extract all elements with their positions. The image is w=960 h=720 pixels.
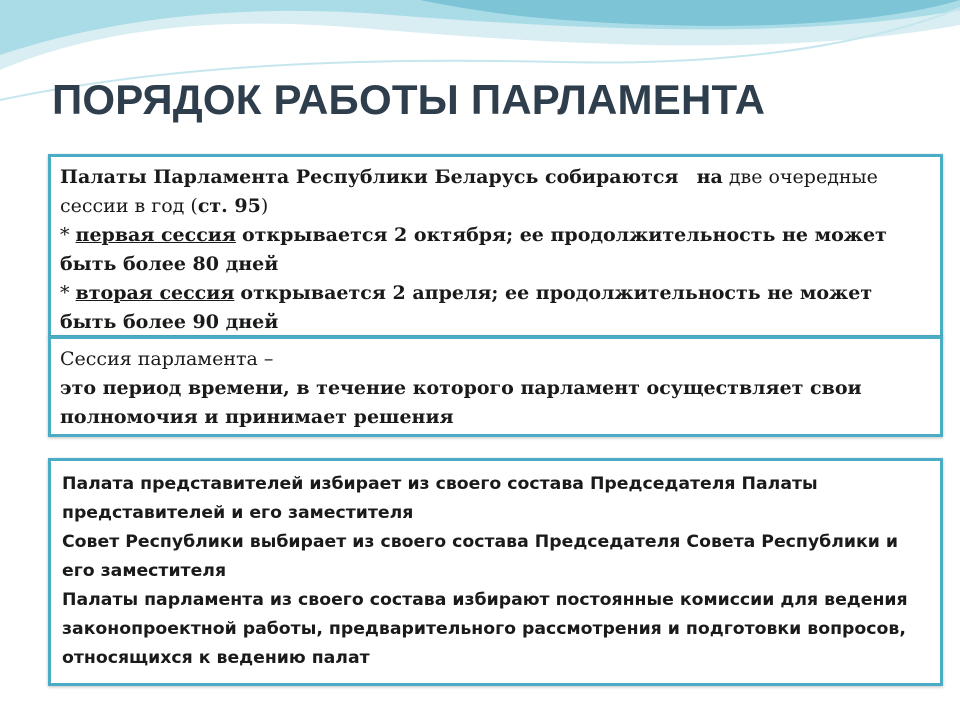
chairs-para-council: Совет Республики выбирает из своего состава Председателя Совета Республики и его заместителя: [62, 532, 898, 581]
article-close: ): [260, 195, 269, 217]
definition-text: это период времени, в течение которого парламент осуществляет свои полномочия и принимает решения: [60, 377, 862, 428]
chairs-para-commissions: Палаты парламента из своего состава избирают постоянные комиссии для ведения законопроектной работы, предварительного рассмотрения и подготовки вопросов, относящихся к ведению палат: [62, 590, 908, 668]
second-session-term: вторая сессия: [75, 282, 235, 304]
bullet-star: *: [60, 282, 76, 304]
article-ref: ст. 95: [197, 195, 261, 217]
session-definition-box: [48, 336, 943, 437]
sessions-count: две очередные сессии в год (: [60, 166, 878, 217]
sessions-lead: Палаты Парламента Республики Беларусь собираются: [60, 166, 679, 188]
sessions-na: на: [696, 166, 723, 188]
sessions-box: [48, 154, 943, 338]
first-session-term: первая сессия: [75, 224, 236, 246]
chairs-para-house: Палата представителей избирает из своего состава Председателя Палаты представителей и его заместителя: [62, 474, 818, 523]
first-session-text: открывается 2 октября; ее продолжительность не может быть более 80 дней: [60, 224, 887, 275]
bullet-star: *: [60, 224, 76, 246]
second-session-text: открывается 2 апреля; ее продолжительность не может быть более 90 дней: [60, 282, 873, 333]
definition-heading: Сессия парламента –: [60, 348, 274, 370]
chairs-box: [48, 458, 943, 686]
page-title: ПОРЯДОК РАБОТЫ ПАРЛАМЕНТА: [52, 76, 766, 123]
